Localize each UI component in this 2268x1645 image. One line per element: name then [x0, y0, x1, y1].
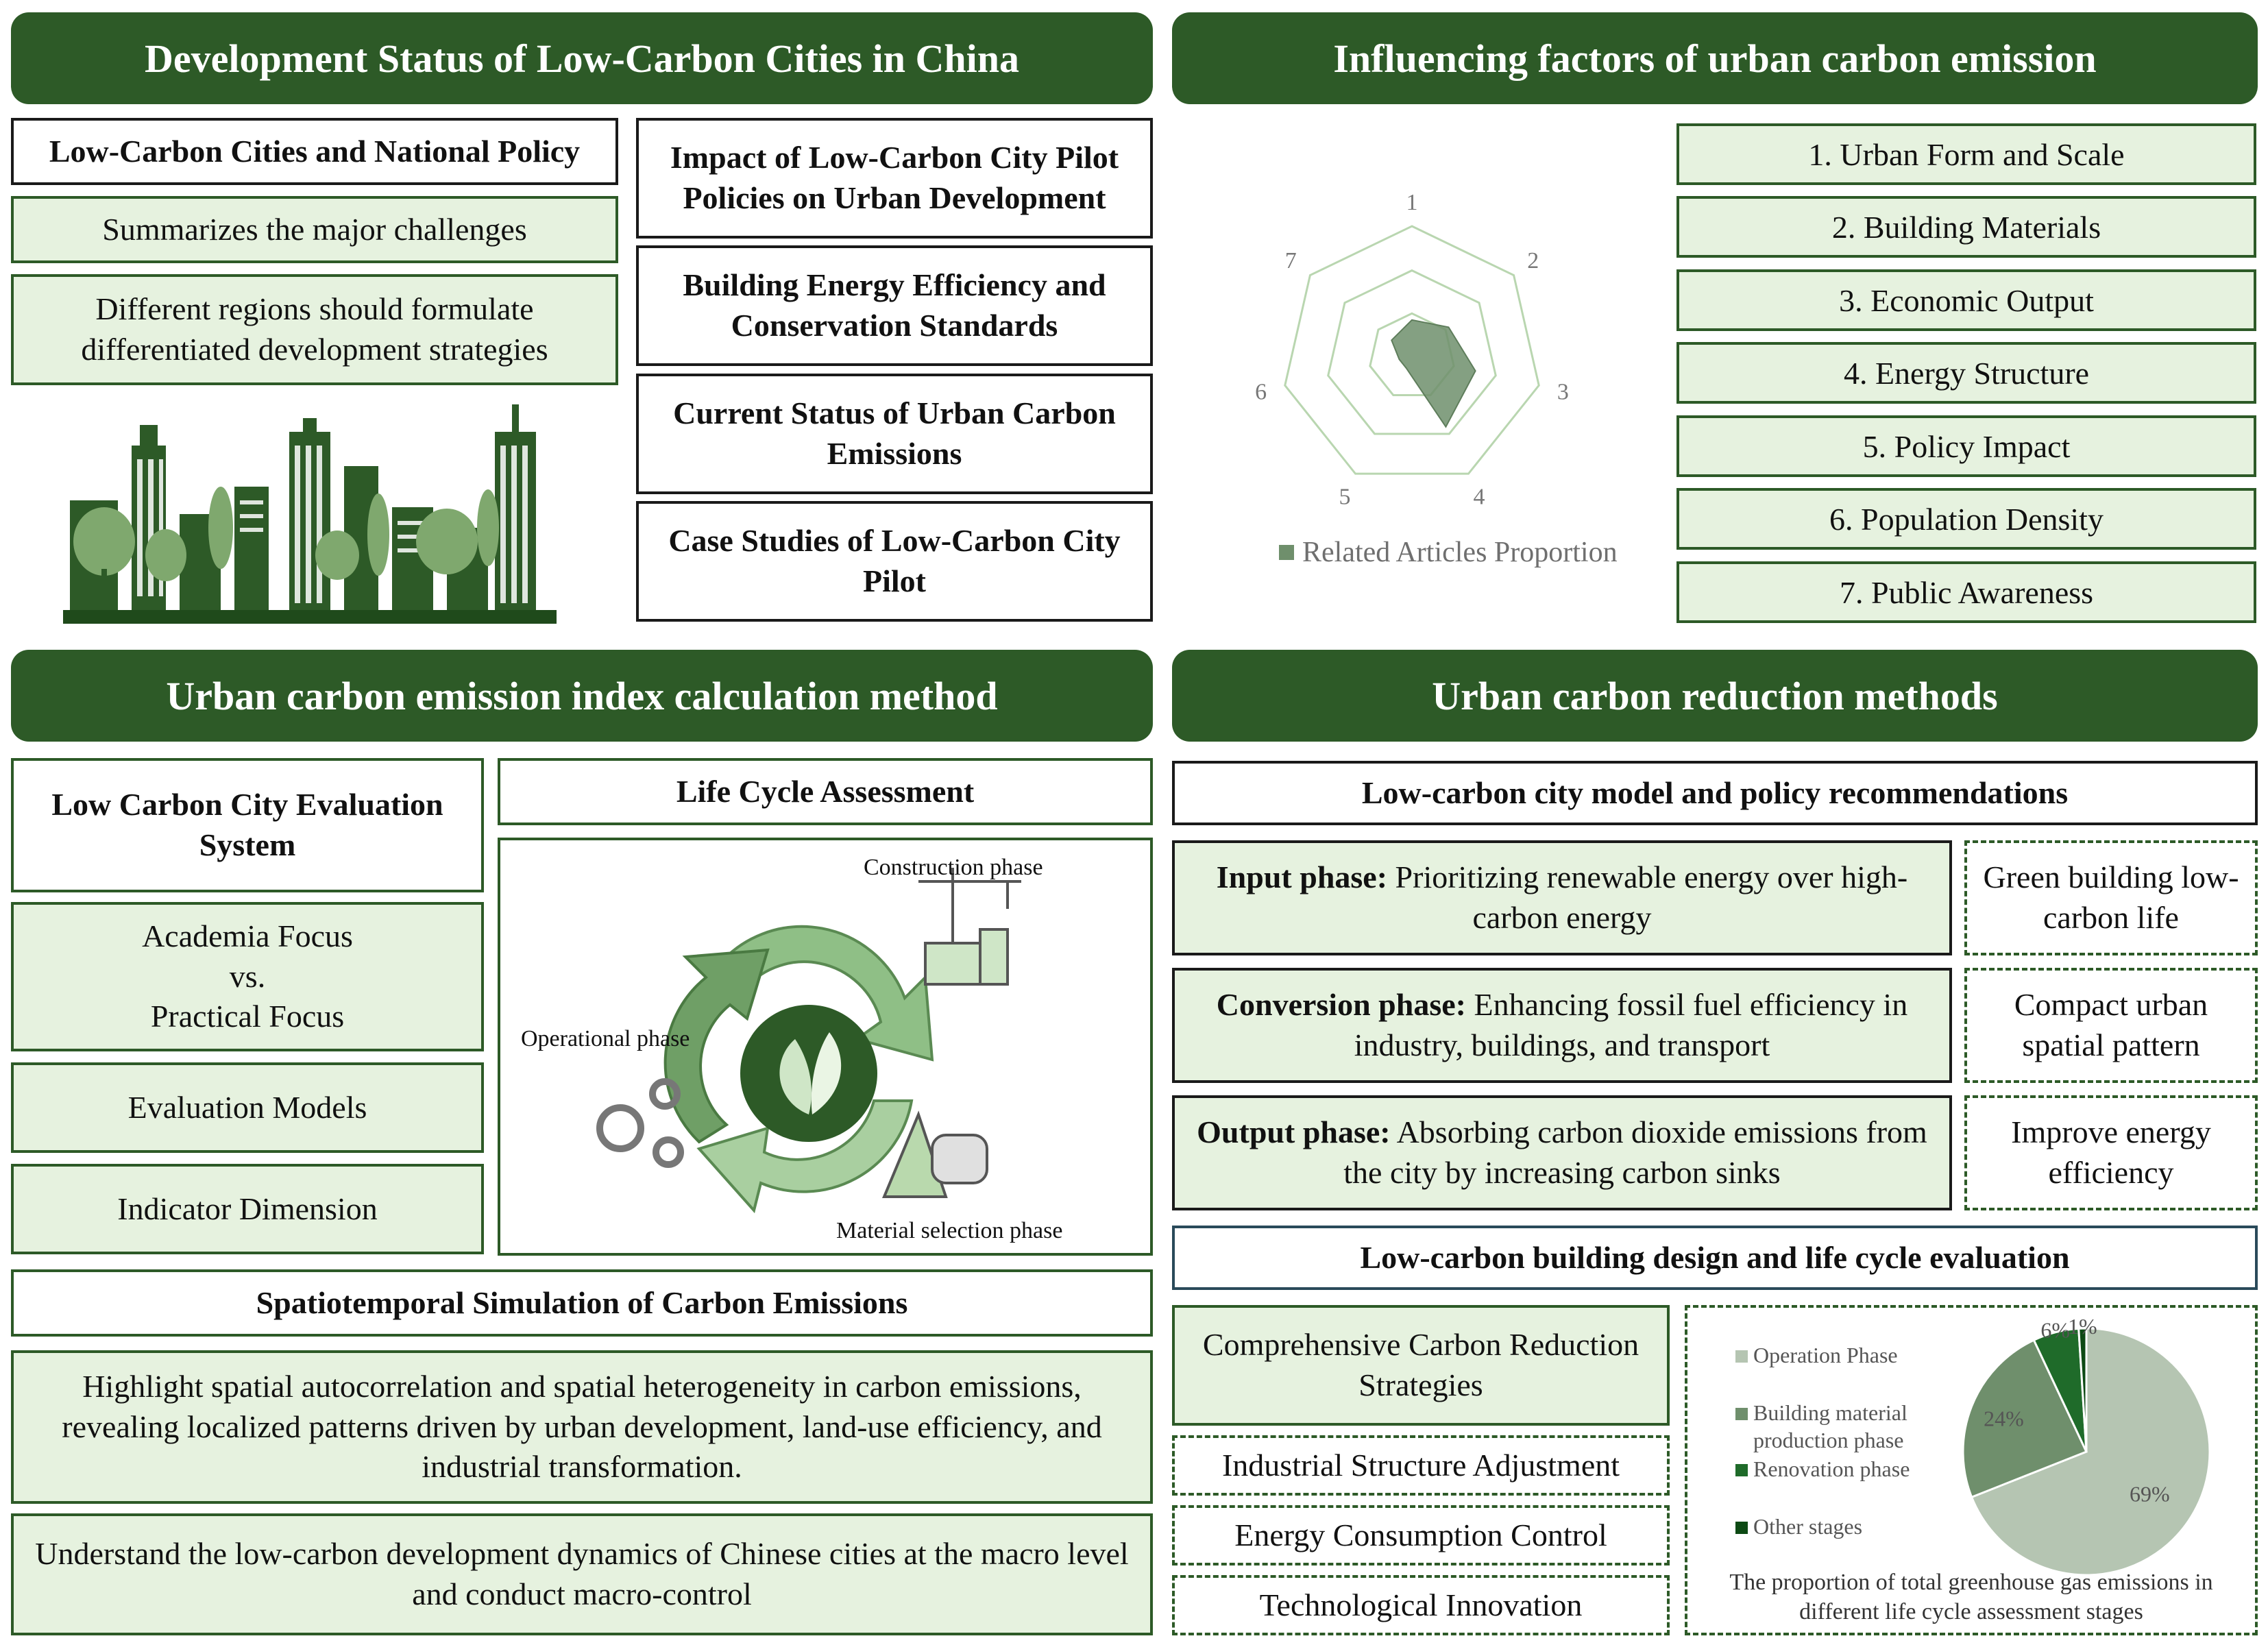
conversion-phase-label: Conversion phase: [1216, 987, 1466, 1023]
conversion-phase-text: Enhancing fossil fuel efficiency in industry, buildings, and transport [1354, 987, 1908, 1062]
dev-status-header: Development Status of Low-Carbon Cities in China [11, 12, 1153, 104]
energy-efficiency-box: Improve energy efficiency [1964, 1095, 2258, 1210]
construction-icon [918, 868, 1021, 984]
radar-series-area [1391, 320, 1475, 427]
conversion-phase-box [1172, 968, 1952, 1083]
strategies-title-box: Comprehensive Carbon Reduction Strategies [1172, 1305, 1670, 1426]
pilot-impact-box: Impact of Low-Carbon City Pilot Policies on Urban Development [636, 118, 1153, 239]
lca-operational-label: Operational phase [521, 1026, 690, 1051]
spatiotemporal-title-box: Spatiotemporal Simulation of Carbon Emissions [11, 1269, 1153, 1337]
factor-economic-output: 3. Economic Output [1676, 269, 2256, 331]
pie-legend-swatch [1735, 1522, 1748, 1534]
green-building-box: Green building low-carbon life [1964, 840, 2258, 955]
city-illustration [63, 404, 563, 624]
input-phase-box [1172, 840, 1952, 955]
input-phase-label: Input phase: [1216, 860, 1388, 895]
legend-label: Related Articles Proportion [1302, 537, 1618, 568]
macro-text-box: Understand the low-carbon development dynamics of Chinese cities at the macro level and conduct macro-control [11, 1513, 1153, 1635]
lca-construction-label: Construction phase [864, 855, 1043, 880]
lca-diagram-box [498, 838, 1153, 1256]
pie-data-label: 69% [2129, 1481, 2170, 1507]
challenges-box: Summarizes the major challenges [11, 196, 618, 263]
radar-axis-label: 1 [1406, 190, 1418, 215]
pie-legend-label: Other stages [1753, 1514, 1863, 1539]
lca-material-label: Material selection phase [836, 1218, 1063, 1243]
cycle-arrows [666, 927, 932, 1210]
radar-axis-label: 7 [1284, 248, 1297, 274]
radar-chart [1247, 171, 1631, 583]
factor-building-materials: 2. Building Materials [1676, 196, 2256, 258]
strategy-industrial: Industrial Structure Adjustment [1172, 1435, 1670, 1496]
factor-population-density: 6. Population Density [1676, 488, 2256, 550]
vs-line: vs. [229, 958, 266, 994]
academia-focus-box [11, 902, 484, 1051]
lca-title-box: Life Cycle Assessment [498, 758, 1153, 825]
national-policy-box: Low-Carbon Cities and National Policy [11, 118, 618, 185]
academia-focus-line: Academia Focus [142, 918, 353, 953]
spatial-text-box: Highlight spatial autocorrelation and spatial heterogeneity in carbon emissions, revealing localized patterns driven by urban development, land-use efficiency, and industrial transformation. [11, 1350, 1153, 1504]
pie-legend-label: Renovation phase [1753, 1457, 1910, 1481]
factor-public-awareness: 7. Public Awareness [1676, 561, 2256, 623]
factor-policy-impact: 5. Policy Impact [1676, 415, 2256, 477]
pie-legend-label: Building material production phase [1753, 1400, 1907, 1452]
radar-axis-label: 5 [1339, 484, 1351, 510]
output-phase-label: Output phase: [1197, 1114, 1391, 1150]
factor-urban-form: 1. Urban Form and Scale [1676, 123, 2256, 185]
practical-focus-line: Practical Focus [150, 999, 345, 1034]
input-phase-text: Prioritizing renewable energy over high-carbon energy [1387, 860, 1908, 935]
current-status-box: Current Status of Urban Carbon Emissions [636, 374, 1153, 494]
model-title-box: Low-carbon city model and policy recommendations [1172, 761, 2258, 825]
factor-energy-structure: 4. Energy Structure [1676, 342, 2256, 404]
radar-axis-label: 4 [1473, 484, 1485, 510]
influencing-header: Influencing factors of urban carbon emission [1172, 12, 2258, 104]
pie-data-label: 1% [2067, 1314, 2097, 1339]
design-title-box: Low-carbon building design and life cycle evaluation [1172, 1226, 2258, 1290]
calculation-header: Urban carbon emission index calculation method [11, 650, 1153, 742]
strategies-box: Different regions should formulate differentiated development strategies [11, 274, 618, 385]
indicator-dimension-box: Indicator Dimension [11, 1164, 484, 1254]
pie-legend-label: Operation Phase [1753, 1343, 1898, 1367]
strategy-technology: Technological Innovation [1172, 1575, 1670, 1635]
radar-axis-label: 3 [1557, 379, 1569, 405]
pie-legend-swatch [1735, 1408, 1748, 1420]
reduction-header: Urban carbon reduction methods [1172, 650, 2258, 742]
legend-swatch [1279, 545, 1294, 560]
pie-legend-swatch [1735, 1350, 1748, 1363]
compact-spatial-box: Compact urban spatial pattern [1964, 968, 2258, 1083]
strategy-energy: Energy Consumption Control [1172, 1505, 1670, 1565]
case-studies-box: Case Studies of Low-Carbon City Pilot [636, 501, 1153, 622]
evaluation-system-box: Low Carbon City Evaluation System [11, 758, 484, 892]
radar-legend [1279, 533, 1618, 572]
evaluation-models-box: Evaluation Models [11, 1062, 484, 1153]
pie-data-label: 24% [1984, 1406, 2024, 1431]
pie-chart-box [1685, 1305, 2258, 1635]
output-phase-text: Absorbing carbon dioxide emissions from the city by increasing carbon sinks [1343, 1114, 1927, 1190]
output-phase-box [1172, 1095, 1952, 1210]
pie-caption: The proportion of total greenhouse gas emissions in different life cycle assessment stages [1729, 1570, 2213, 1624]
radar-axis-label: 2 [1527, 248, 1539, 274]
pie-legend-swatch [1735, 1464, 1748, 1476]
building-standards-box: Building Energy Efficiency and Conservation Standards [636, 245, 1153, 366]
radar-axis-label: 6 [1255, 379, 1267, 405]
pie-data-label: 6% [2040, 1317, 2071, 1343]
